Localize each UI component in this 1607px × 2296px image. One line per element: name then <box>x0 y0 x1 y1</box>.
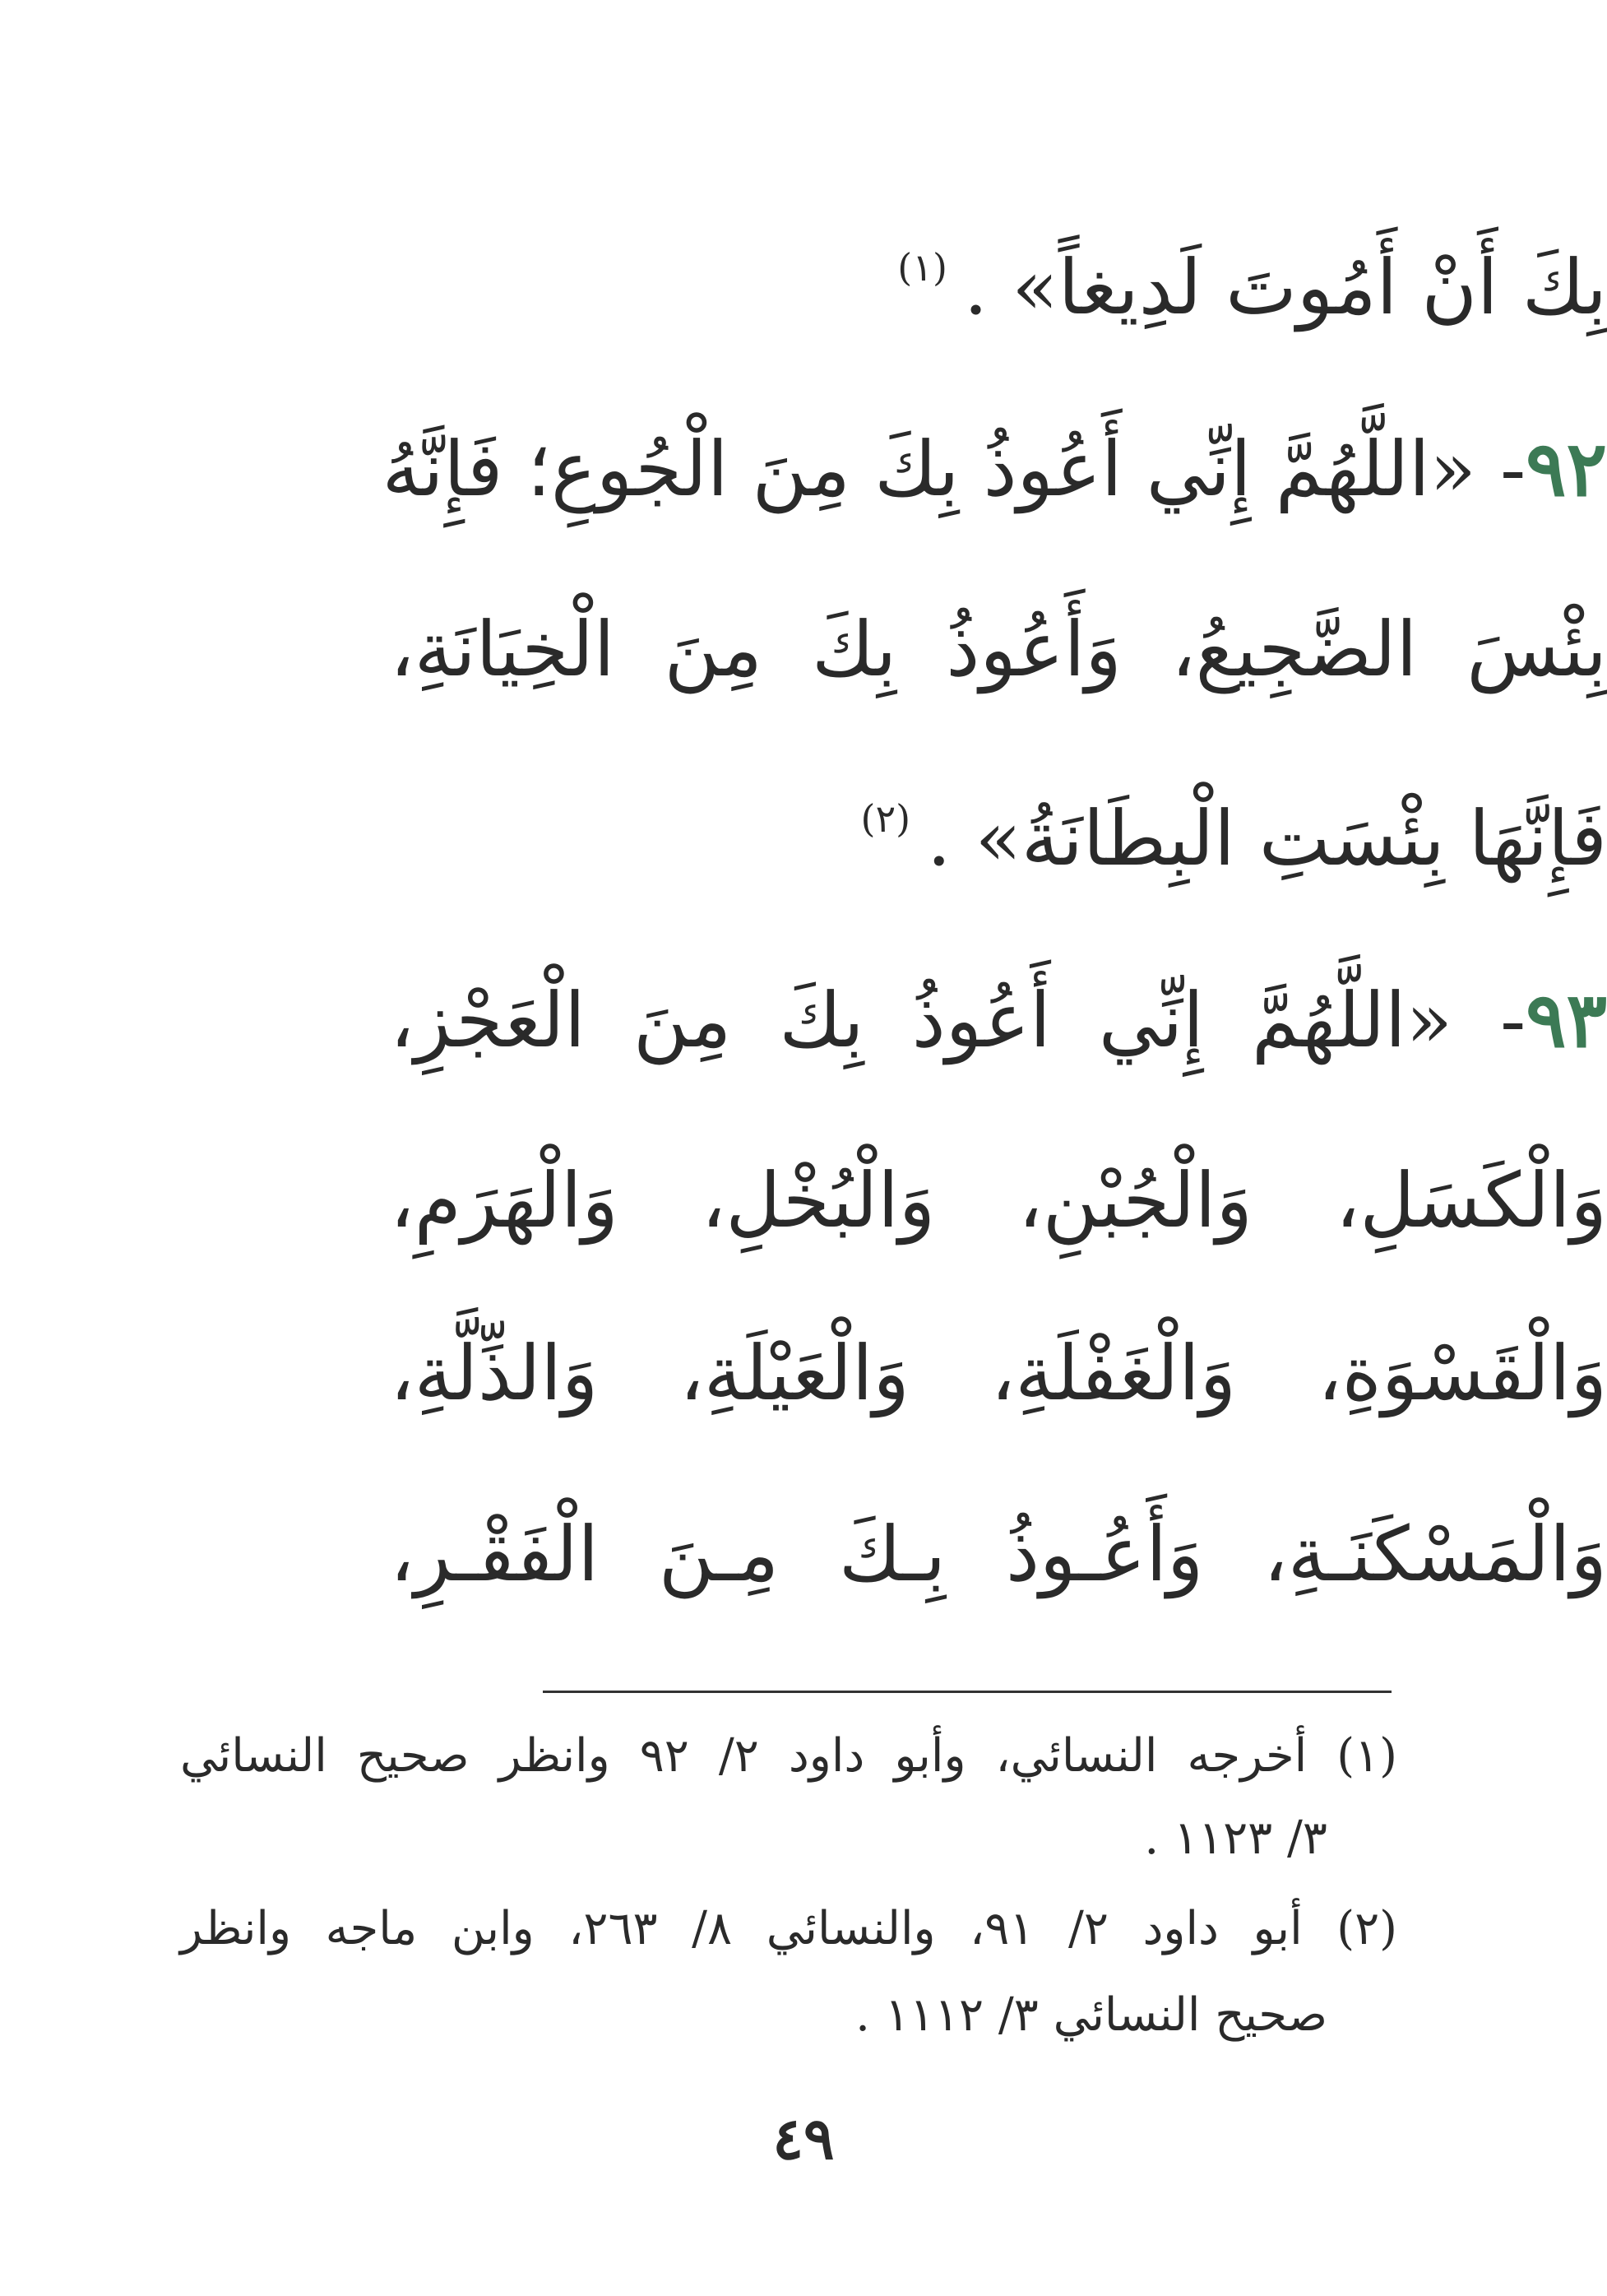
footnote-divider <box>543 1691 1392 1693</box>
footnote-ref-2: (٢) <box>860 796 911 841</box>
item92-line2-text: بِئْسَ الضَّجِيعُ، وَأَعُوذُ بِكَ مِنَ الْخِيَانَةِ، <box>390 605 1607 693</box>
footnote-ref-1: (١) <box>897 245 947 290</box>
item93-line3-text: وَالْقَسْوَةِ، وَالْغَفْلَةِ، وَالْعَيْلَةِ، وَالذِّلَّةِ، <box>390 1329 1607 1417</box>
footnote-1-line-2: ٣/ ١١٢٣ . <box>1144 1811 1327 1865</box>
item-92-line-1 <box>382 387 1607 551</box>
item-92-line-3 <box>390 736 1607 901</box>
footnote-2-line-1: (٢) أبو داود ٢/ ٩١، والنسائي ٨/ ٢٦٣، وابن ماجه وانظر <box>180 1902 1397 1955</box>
item-93-line-2 <box>390 1119 1607 1283</box>
page-number: ٤٩ <box>772 2104 835 2173</box>
item92-line1-text: - «اللَّهُمَّ إِنِّي أَعُوذُ بِكَ مِنَ الْجُوعِ؛ فَإِنَّهُ <box>382 425 1526 513</box>
item93-line2-text: وَالْكَسَلِ، وَالْجُبْنِ، وَالْبُخْلِ، وَالْهَرَمِ، <box>390 1157 1607 1245</box>
item-92-line-2 <box>390 568 1607 732</box>
item-number-93: ٩٣ <box>1526 976 1607 1065</box>
item92-line3-text: فَإِنَّهَا بِئْسَتِ الْبِطَانَةُ» . <box>927 795 1607 883</box>
item-93-line-1 <box>390 938 1607 1102</box>
item93-line1-text: - «اللَّهُمَّ إِنِّي أَعُوذُ بِكَ مِنَ الْعَجْزِ، <box>390 976 1526 1065</box>
item-93-line-4 <box>390 1473 1607 1637</box>
line1-text: بِكَ أَنْ أَمُوتَ لَدِيغاً» . <box>963 244 1607 332</box>
text-line-1 <box>390 185 1607 350</box>
footnote-1-line-1: (١) أخرجه النسائي، وأبو داود ٢/ ٩٢ وانظر صحيح النسائي <box>180 1729 1397 1783</box>
footnote-2-line-2: صحيح النسائي ٣/ ١١١٢ . <box>855 1988 1327 2042</box>
item93-line4-text: وَالْمَسْكَنَـةِ، وَأَعُـوذُ بِـكَ مِـنَ الْفَقْـرِ، <box>390 1510 1607 1598</box>
item-93-line-3 <box>390 1292 1607 1456</box>
item-number-92: ٩٢ <box>1526 424 1607 513</box>
